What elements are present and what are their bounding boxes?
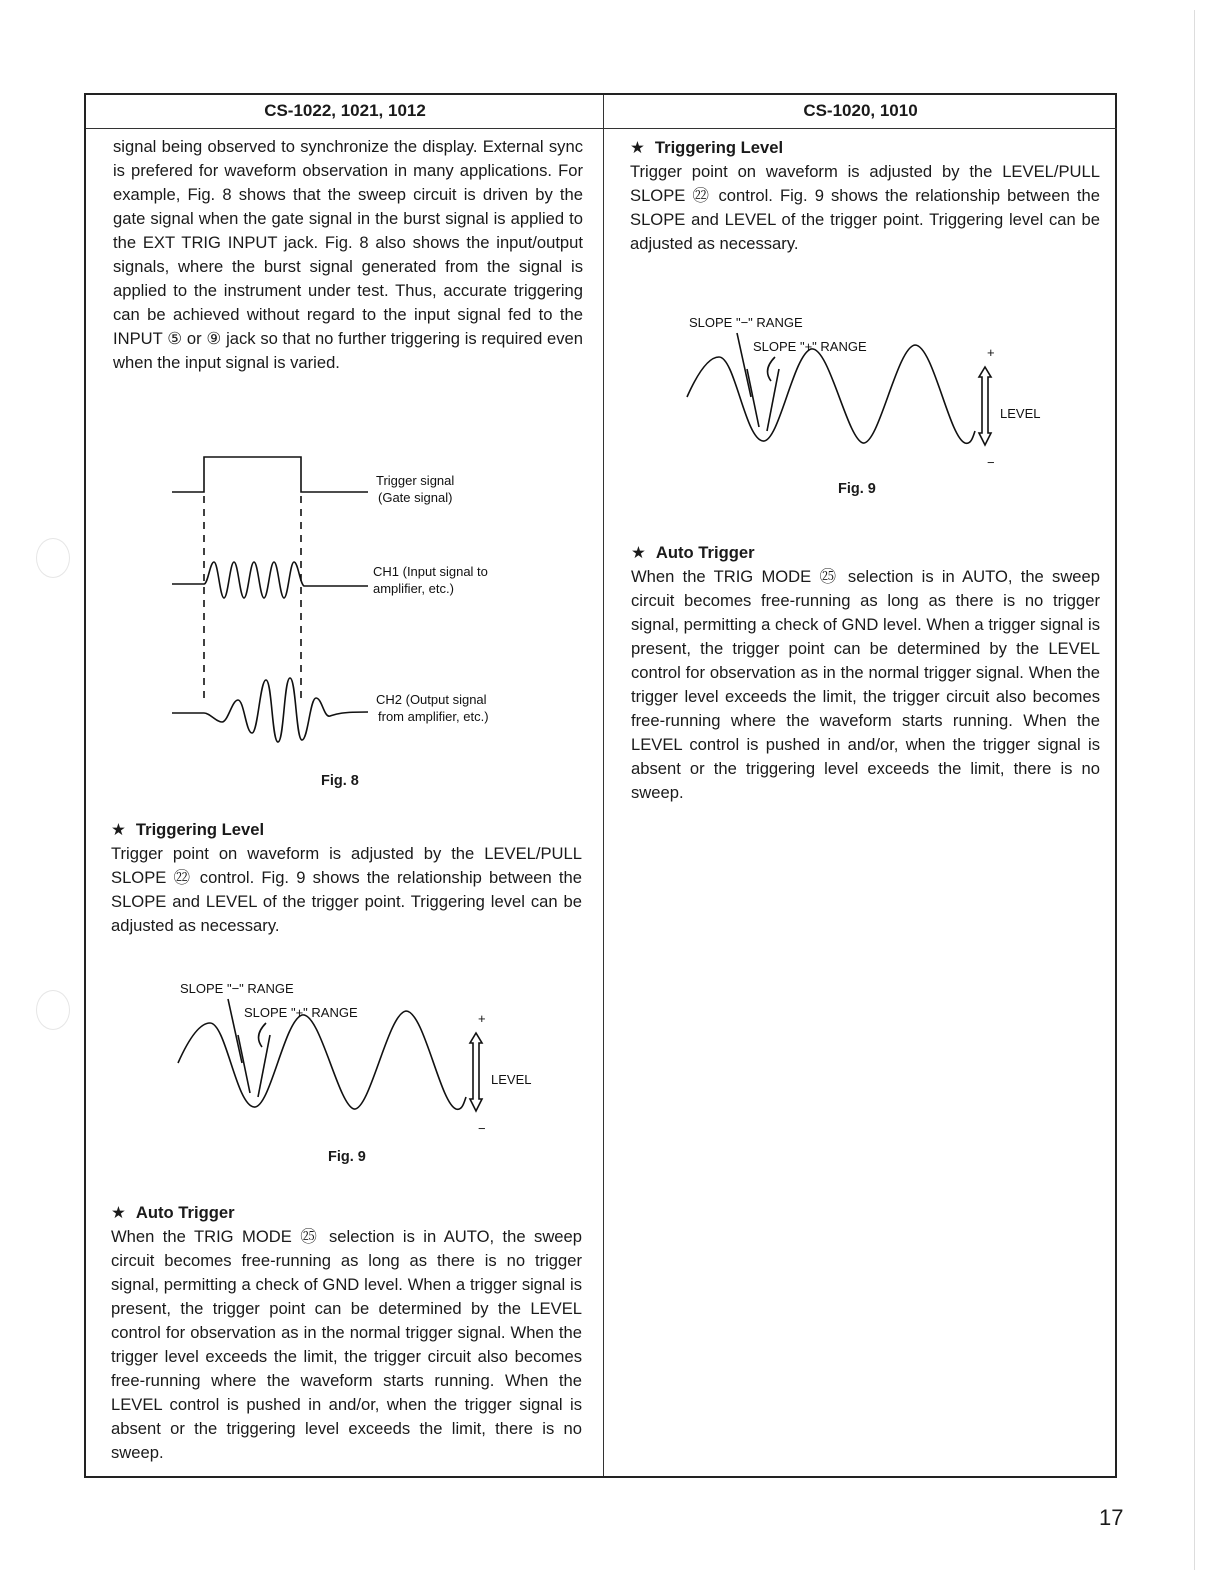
- fig9-plus-label: +: [478, 1011, 486, 1026]
- star-icon: ★: [111, 1203, 126, 1222]
- fig9-minus-label: −: [987, 455, 995, 470]
- fig8-trigger-label-line1: Trigger signal: [376, 473, 455, 488]
- right-triggering-level-section: [630, 136, 1100, 256]
- fig8-diagram: [160, 450, 540, 750]
- left-triggering-level-section: [111, 818, 582, 938]
- fig9-minus-label: −: [478, 1121, 486, 1136]
- slope-minus-pointer: [737, 333, 751, 397]
- slope-minus-pointer: [228, 999, 242, 1063]
- column-divider: [603, 95, 604, 1476]
- fig9-slope-plus-label: SLOPE "+" RANGE: [244, 1005, 358, 1020]
- ch2-output-waveform: [172, 678, 368, 742]
- ch1-burst-waveform: [172, 562, 368, 598]
- star-icon: ★: [111, 820, 126, 839]
- page-number: 17: [1099, 1505, 1124, 1530]
- trigger-gate-waveform: [172, 457, 368, 492]
- fig8-ch1-label-line2: amplifier, etc.): [373, 581, 454, 596]
- right-auto-trigger-body: When the TRIG MODE ㉕ selection is in AUTO, the sweep circuit becomes free-running as long as there is no trigger signal, permitting a check of GND level. When a trigger signal is present, the trigger point can be determined by the LEVEL control for observation as in the normal trigger signal. When the trigger level exceeds the limit, the trigger circuit also becomes free-running where the waveform starts running. When the LEVEL control is pushed in and/or, when the trigger signal is absent or the triggering level exceeds the limit, there is no sweep.: [631, 567, 1100, 802]
- sine-waveform: [687, 345, 975, 443]
- left-column-header: CS-1022, 1021, 1012: [86, 95, 604, 129]
- right-auto-trigger-heading: ★ Auto Trigger: [631, 543, 755, 562]
- fig8-ch2-label-line1: CH2 (Output signal: [376, 692, 487, 707]
- fig8-ch1-label-line1: CH1 (Input signal to: [373, 564, 488, 579]
- fig9-slope-minus-label: SLOPE "−" RANGE: [689, 315, 803, 330]
- right-column-header: CS-1020, 1010: [604, 95, 1117, 129]
- star-icon: ★: [630, 138, 645, 157]
- left-auto-trigger-body: When the TRIG MODE ㉕ selection is in AUTO, the sweep circuit becomes free-running as long as there is no trigger signal, permitting a check of GND level. When a trigger signal is present, the trigger point can be determined by the LEVEL control for observation as in the normal trigger signal. When the trigger level exceeds the limit, the trigger circuit also becomes free-running where the waveform starts running. When the LEVEL control is pushed in and/or, when the trigger signal is absent or the triggering level exceeds the limit, there is no sweep.: [111, 1227, 582, 1462]
- fig9-slope-plus-label: SLOPE "+" RANGE: [753, 339, 867, 354]
- fig9-caption-right: Fig. 9: [838, 481, 876, 497]
- fig9-diagram-right: [679, 309, 1059, 469]
- left-auto-trigger-section: [111, 1201, 582, 1465]
- fig9-diagram-left: [170, 975, 550, 1135]
- level-double-arrow: [470, 1033, 482, 1111]
- fig9-level-label: LEVEL: [1000, 406, 1041, 421]
- fig8-ch2-label-line2: from amplifier, etc.): [378, 709, 489, 724]
- level-double-arrow: [979, 367, 991, 445]
- fig9-level-label: LEVEL: [491, 1072, 532, 1087]
- fig9-slope-minus-label: SLOPE "−" RANGE: [180, 981, 294, 996]
- fig8-caption: Fig. 8: [321, 773, 359, 789]
- punch-hole: [36, 990, 70, 1030]
- sine-waveform: [178, 1011, 466, 1109]
- star-icon: ★: [631, 543, 646, 562]
- slope-minus-range-line: [747, 369, 759, 427]
- punch-hole: [36, 538, 70, 578]
- page-edge-line: [1194, 10, 1195, 1570]
- slope-minus-range-line: [238, 1035, 250, 1093]
- fig8-trigger-label-line2: (Gate signal): [378, 490, 453, 505]
- right-auto-trigger-section: [631, 541, 1100, 805]
- left-triggering-level-body: Trigger point on waveform is adjusted by the LEVEL/PULL SLOPE ㉒ control. Fig. 9 shows the relationship between the SLOPE and LEVEL of the trigger point. Triggering level can be adjusted as necessary.: [111, 844, 582, 935]
- fig9-plus-label: +: [987, 345, 995, 360]
- slope-plus-pointer: [768, 357, 775, 381]
- left-auto-trigger-heading: ★ Auto Trigger: [111, 1203, 235, 1222]
- right-triggering-level-heading: ★ Triggering Level: [630, 138, 784, 157]
- right-triggering-level-body: Trigger point on waveform is adjusted by the LEVEL/PULL SLOPE ㉒ control. Fig. 9 shows the relationship between the SLOPE and LEVEL of the trigger point. Triggering level can be adjusted as necessary.: [630, 162, 1100, 253]
- left-intro-paragraph: signal being observed to synchronize the display. External sync is prefered for waveform observation in many applications. For example, Fig. 8 shows that the sweep circuit is driven by the gate signal when the gate signal in the burst signal is applied to the EXT TRIG INPUT jack. Fig. 8 also shows the input/output signals, where the burst signal generated from the signal is applied to the instrument under test. Thus, accurate triggering can be achieved without regard to the input signal fed to the INPUT ⑤ or ⑨ jack so that no further triggering is required even when the input signal is varied.: [113, 137, 583, 372]
- fig9-caption-left: Fig. 9: [328, 1149, 366, 1165]
- slope-plus-pointer: [259, 1023, 266, 1047]
- left-triggering-level-heading: ★ Triggering Level: [111, 820, 265, 839]
